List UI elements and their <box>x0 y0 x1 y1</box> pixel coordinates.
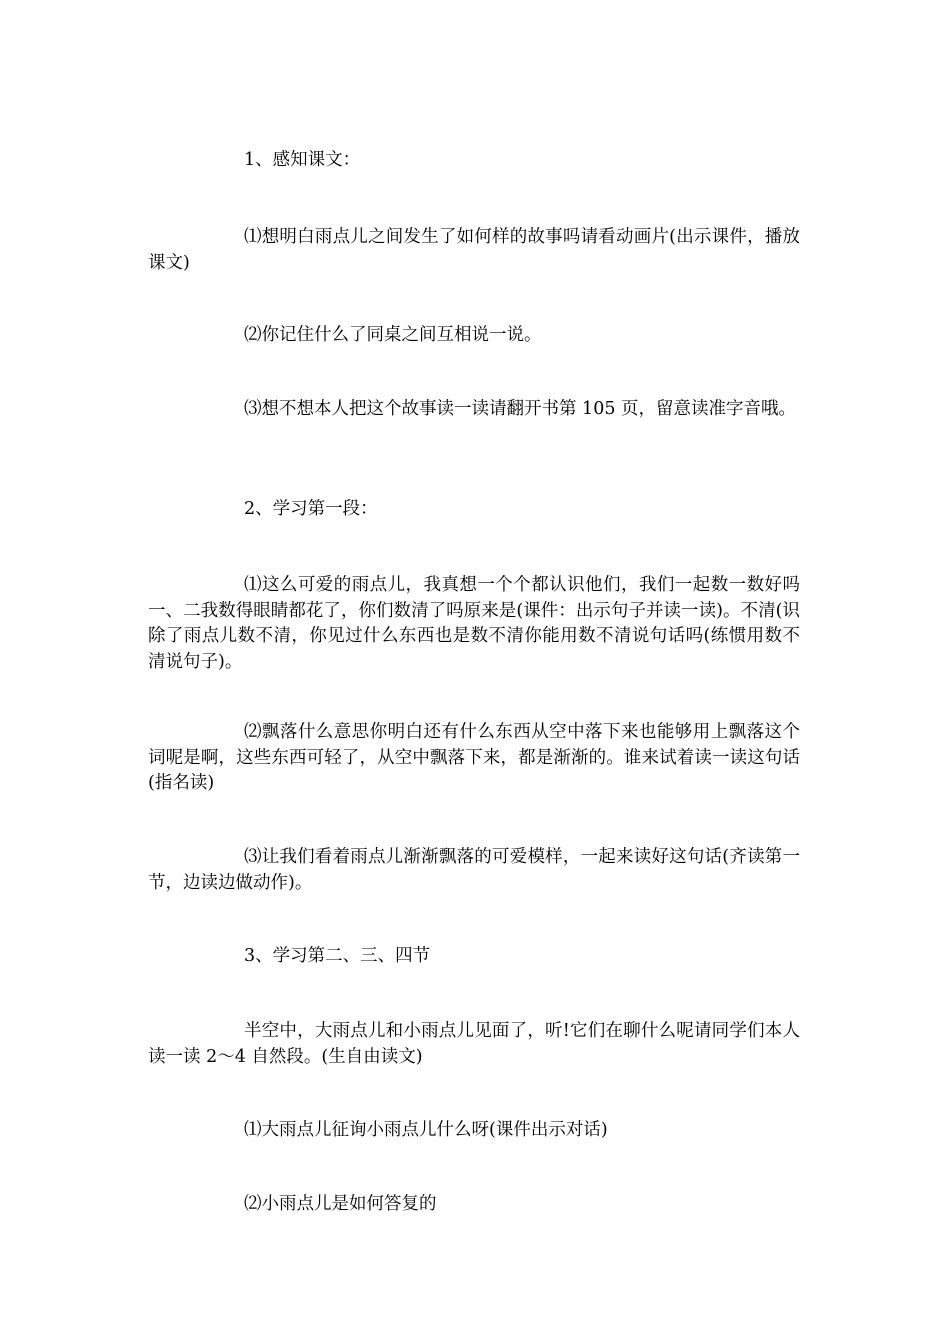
section-heading-1: 1、感知课文： <box>244 150 361 170</box>
paragraph: ⑴这么可爱的雨点儿，我真想一个个都认识他们，我们一起数一数好吗一、二我数得眼睛都花了，你们数清了吗原来是(课件：出示句子并读一读)。不清(识除了雨点儿数不清，你见过什么东西也是数不清你能用数不清说句话吗(练惯用数不清说句子)。 <box>148 575 800 672</box>
section-heading-2: 2、学习第一段： <box>244 499 378 519</box>
paragraph: ⑴大雨点儿征询小雨点儿什么呀(课件出示对话) <box>244 1120 608 1140</box>
paragraph: ⑵飘落什么意思你明白还有什么东西从空中落下来也能够用上飘落这个词呢是啊，这些东西可轻了，从空中飘落下来，都是渐渐的。谁来试着读一读这句话(指名读) <box>148 722 800 793</box>
paragraph: ⑵小雨点儿是如何答复的 <box>244 1194 437 1214</box>
section-heading-3: 3、学习第二、三、四节 <box>244 946 431 966</box>
paragraph: ⑴想明白雨点儿之间发生了如何样的故事吗请看动画片(出示课件，播放课文) <box>148 227 800 273</box>
paragraph: ⑶想不想本人把这个故事读一读请翻开书第 105 页，留意读准字音哦。 <box>244 399 797 419</box>
paragraph: ⑶让我们看着雨点儿渐渐飘落的可爱模样，一起来读好这句话(齐读第一节，边读边做动作)。 <box>148 847 800 893</box>
paragraph: ⑵你记住什么了同桌之间互相说一说。 <box>244 325 542 345</box>
paragraph: 半空中，大雨点儿和小雨点儿见面了，听!它们在聊什么呢请同学们本人读一读 2～4 自然段。(生自由读文) <box>148 1021 800 1067</box>
